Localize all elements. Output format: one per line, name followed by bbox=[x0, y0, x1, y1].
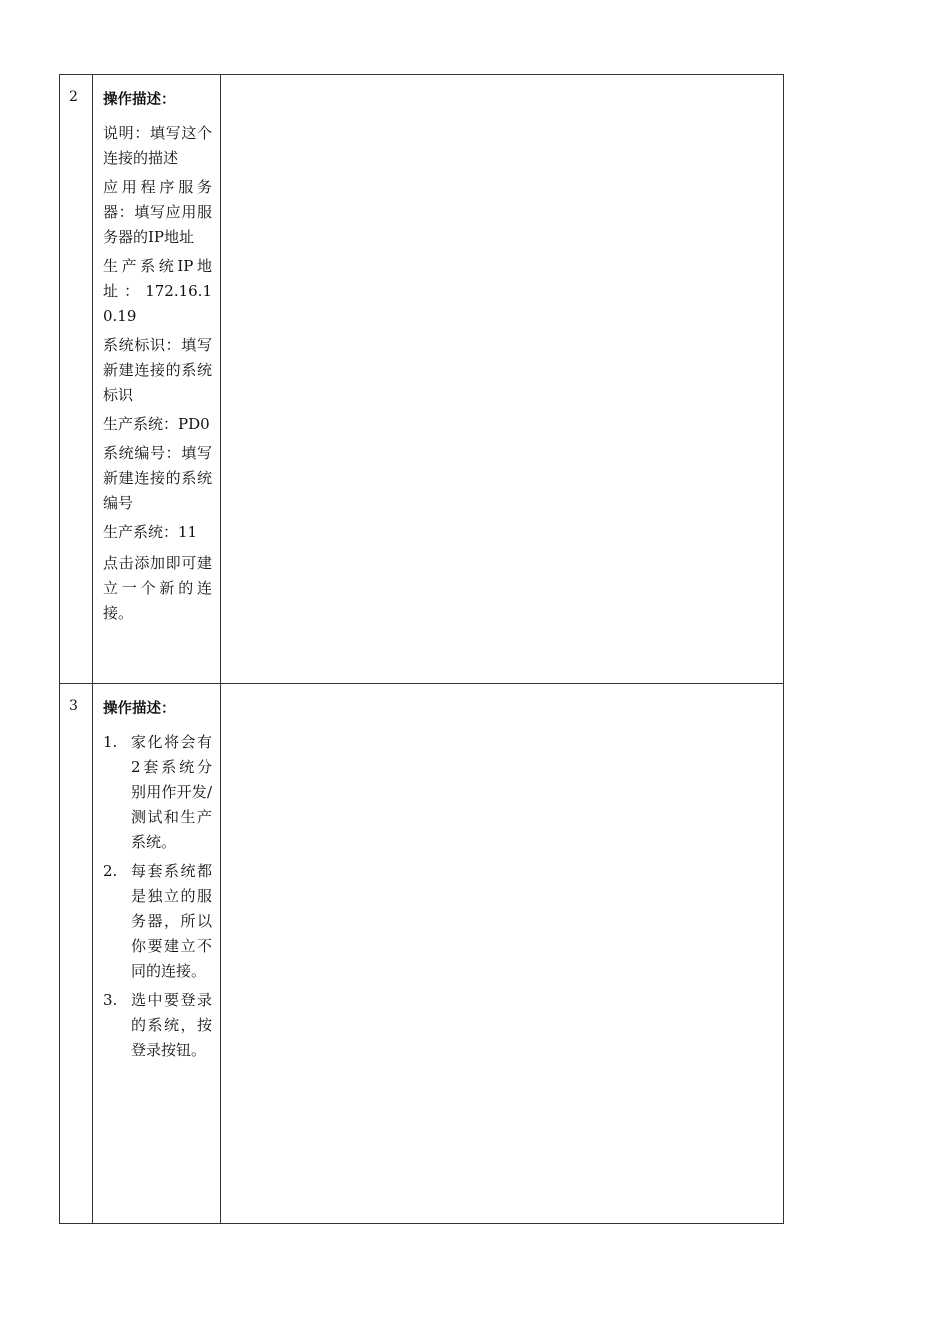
list-marker: 3. bbox=[103, 991, 118, 1009]
table-row bbox=[60, 684, 784, 1224]
description-paragraph: 系统标识：填写新建连接的系统标识 bbox=[103, 336, 212, 404]
description-heading: 操作描述： bbox=[103, 701, 176, 717]
list-text: 家化将会有2套系统分别用作开发/测试和生产系统。 bbox=[131, 733, 212, 851]
list-marker: 2. bbox=[103, 862, 118, 880]
description-paragraph: 生产系统IP地址：172.16.10.19 bbox=[103, 257, 212, 325]
list-item bbox=[103, 859, 212, 984]
procedure-table bbox=[59, 74, 784, 1224]
description-paragraph: 应用程序服务器：填写应用服务器的IP地址 bbox=[103, 178, 212, 246]
description-paragraph: 系统编号：填写新建连接的系统编号 bbox=[103, 444, 212, 512]
list-item bbox=[103, 988, 212, 1063]
list-text: 选中要登录的系统，按登录按钮。 bbox=[131, 991, 212, 1059]
step-number: 3 bbox=[60, 684, 93, 1224]
step-description bbox=[93, 684, 221, 1224]
table-row bbox=[60, 75, 784, 684]
description-paragraph: 说明：填写这个连接的描述 bbox=[103, 124, 212, 167]
list-item bbox=[103, 730, 212, 855]
description-paragraph: 生产系统：PD0 bbox=[103, 415, 210, 433]
list-marker: 1. bbox=[103, 733, 118, 751]
screenshot-cell bbox=[221, 75, 784, 684]
description-paragraph: 点击添加即可建立一个新的连接。 bbox=[103, 554, 212, 622]
step-description bbox=[93, 75, 221, 684]
description-heading: 操作描述： bbox=[103, 92, 176, 108]
description-paragraph: 生产系统：11 bbox=[103, 523, 198, 541]
screenshot-cell bbox=[221, 684, 784, 1224]
step-number: 2 bbox=[60, 75, 93, 684]
list-text: 每套系统都是独立的服务器，所以你要建立不同的连接。 bbox=[131, 862, 212, 980]
